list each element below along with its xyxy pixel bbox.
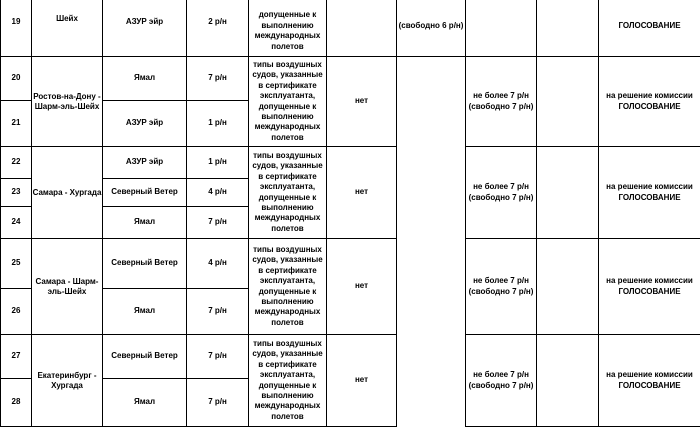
- airline-cell: АЗУР эйр: [103, 147, 187, 179]
- empty-cell: [466, 0, 537, 57]
- row-number: 22: [1, 147, 32, 179]
- empty-cell: [397, 239, 466, 335]
- frequency-cell: 1 р/н: [187, 101, 249, 147]
- empty-cell: [537, 335, 599, 427]
- airline-cell: Ямал: [103, 207, 187, 239]
- route-cell: Ростов-на-Дону - Шарм-эль-Шейх: [32, 57, 103, 147]
- airline-cell: Ямал: [103, 379, 187, 427]
- route-cell: Шейх: [32, 0, 103, 57]
- table-row: [1, 57, 700, 101]
- route-cell: Екатеринбург - Хургада: [32, 335, 103, 427]
- frequency-cell: 7 р/н: [187, 335, 249, 379]
- empty-cell: [537, 0, 599, 57]
- table-row: [1, 147, 700, 179]
- frequency-cell: 1 р/н: [187, 147, 249, 179]
- empty-cell: [327, 0, 397, 57]
- row-number: 20: [1, 57, 32, 101]
- empty-cell: [397, 147, 466, 239]
- empty-cell: [537, 239, 599, 335]
- aircraft-types-cell: допущенные к выполнению международных полетов: [249, 0, 327, 57]
- airline-cell: Северный Ветер: [103, 239, 187, 289]
- table-row: [1, 239, 700, 289]
- row-number: 23: [1, 179, 32, 207]
- empty-cell: [397, 335, 466, 427]
- aircraft-types-cell: типы воздушных судов, указанные в сертификате эксплуатанта, допущенные к выполнению международных полетов: [249, 57, 327, 147]
- route-cell: Самара - Хургада: [32, 147, 103, 239]
- airline-cell: АЗУР эйр: [103, 0, 187, 57]
- frequency-cell: 7 р/н: [187, 379, 249, 427]
- row-number: 28: [1, 379, 32, 427]
- row-number: 19: [1, 0, 32, 57]
- frequency-cell: 7 р/н: [187, 207, 249, 239]
- decision-cell: на решение комиссии ГОЛОСОВАНИЕ: [599, 335, 700, 427]
- airline-cell: Северный Ветер: [103, 335, 187, 379]
- airline-cell: Северный Ветер: [103, 179, 187, 207]
- airline-cell: Ямал: [103, 289, 187, 335]
- limit-cell: не более 7 р/н (свободно 7 р/н): [466, 335, 537, 427]
- decision-cell: на решение комиссии ГОЛОСОВАНИЕ: [599, 239, 700, 335]
- limit-cell: не более 7 р/н (свободно 7 р/н): [466, 239, 537, 335]
- row-number: 27: [1, 335, 32, 379]
- route-cell: Самара - Шарм-эль-Шейх: [32, 239, 103, 335]
- empty-cell: [537, 57, 599, 147]
- limit-cell: (свободно 6 р/н): [397, 0, 466, 57]
- other-cell: нет: [327, 239, 397, 335]
- decision-cell: на решение комиссии ГОЛОСОВАНИЕ: [599, 147, 700, 239]
- limit-cell: не более 7 р/н (свободно 7 р/н): [466, 57, 537, 147]
- aircraft-types-cell: типы воздушных судов, указанные в сертификате эксплуатанта, допущенные к выполнению международных полетов: [249, 335, 327, 427]
- other-cell: нет: [327, 57, 397, 147]
- frequency-cell: 4 р/н: [187, 239, 249, 289]
- table-row: [1, 335, 700, 379]
- row-number: 26: [1, 289, 32, 335]
- row-number: 25: [1, 239, 32, 289]
- decision-cell: ГОЛОСОВАНИЕ: [599, 0, 700, 57]
- airline-cell: АЗУР эйр: [103, 101, 187, 147]
- frequency-cell: 7 р/н: [187, 289, 249, 335]
- decision-cell: на решение комиссии ГОЛОСОВАНИЕ: [599, 57, 700, 147]
- table-row: [1, 0, 700, 57]
- empty-cell: [397, 57, 466, 147]
- aircraft-types-cell: типы воздушных судов, указанные в сертификате эксплуатанта, допущенные к выполнению международных полетов: [249, 239, 327, 335]
- frequency-cell: 4 р/н: [187, 179, 249, 207]
- row-number: 21: [1, 101, 32, 147]
- aircraft-types-cell: типы воздушных судов, указанные в сертификате эксплуатанта, допущенные к выполнению международных полетов: [249, 147, 327, 239]
- frequency-cell: 2 р/н: [187, 0, 249, 57]
- other-cell: нет: [327, 335, 397, 427]
- other-cell: нет: [327, 147, 397, 239]
- row-number: 24: [1, 207, 32, 239]
- limit-cell: не более 7 р/н (свободно 7 р/н): [466, 147, 537, 239]
- airline-cell: Ямал: [103, 57, 187, 101]
- empty-cell: [537, 147, 599, 239]
- frequency-cell: 7 р/н: [187, 57, 249, 101]
